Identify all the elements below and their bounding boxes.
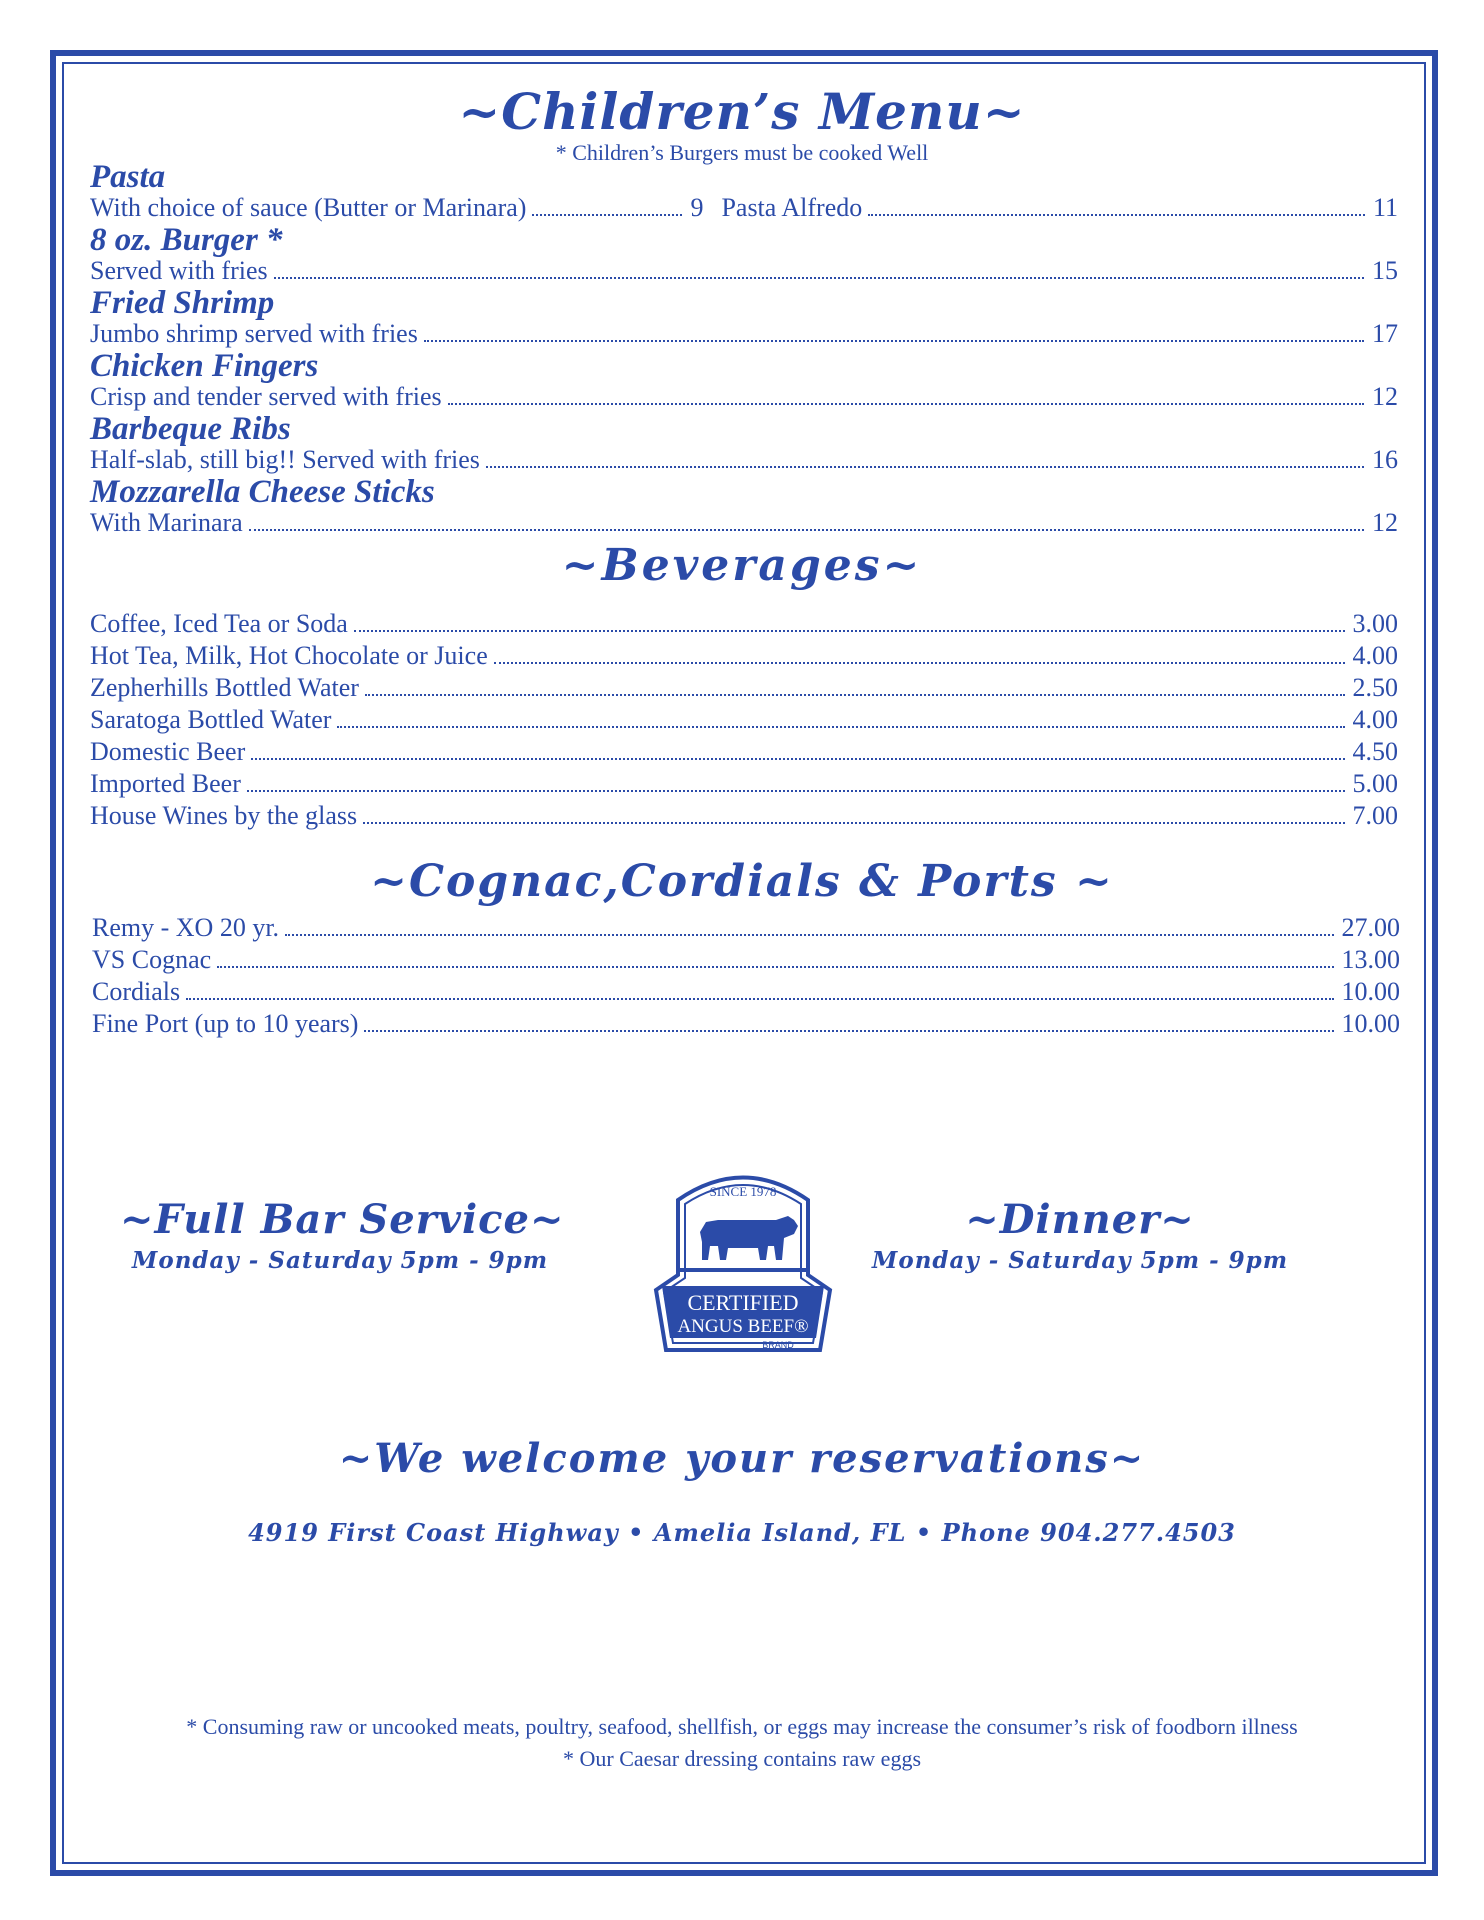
leader-dots <box>364 1030 1333 1032</box>
full-bar-hours: Monday - Saturday 5pm - 9pm <box>131 1247 549 1274</box>
leader-dots <box>448 403 1364 405</box>
beverages-section <box>90 608 1398 832</box>
leader-dots <box>532 214 682 216</box>
cognac-item <box>92 944 1400 976</box>
logo-brand: BRAND <box>762 1340 794 1350</box>
childrens-menu-section <box>90 160 1398 538</box>
leader-dots <box>354 630 1345 632</box>
reservations-title: ~We welcome your reservations~ <box>338 1435 1146 1482</box>
beverage-item <box>90 640 1398 672</box>
item-price: 10.00 <box>1341 977 1400 1006</box>
item-price: 7.00 <box>1352 801 1398 830</box>
item-name: Cordials <box>92 977 181 1006</box>
beverage-item <box>90 768 1398 800</box>
item-price: 4.00 <box>1352 641 1398 670</box>
item-price: 16 <box>1372 445 1398 474</box>
item-desc: Crisp and tender served with fries <box>90 382 442 411</box>
disclaimer-raw-foods: * Consuming raw or uncooked meats, poultry, seafood, shellfish, or eggs may increase the consumer’s risk of foodborn illness <box>186 1714 1298 1739</box>
item-price: 12 <box>1372 382 1398 411</box>
item-name: Imported Beer <box>90 769 241 798</box>
disclaimer-caesar: * Our Caesar dressing contains raw eggs <box>562 1746 921 1771</box>
item-name: Fine Port (up to 10 years) <box>92 1009 359 1038</box>
item-price: 12 <box>1372 508 1398 537</box>
item-name: VS Cognac <box>92 945 212 974</box>
item-desc: Half-slab, still big!! Served with fries <box>90 445 480 474</box>
certified-angus-beef-logo <box>648 1160 838 1360</box>
leader-dots <box>486 466 1364 468</box>
menu-item-mozzarella-sticks <box>90 507 1398 538</box>
menu-item-pasta <box>90 192 1398 223</box>
full-bar-service <box>120 1196 565 1274</box>
menu-item-burger <box>90 255 1398 286</box>
dinner-hours: Monday - Saturday 5pm - 9pm <box>871 1247 1289 1274</box>
leader-dots <box>251 758 1344 760</box>
category-fried-shrimp: Fried Shrimp <box>90 285 275 321</box>
menu-item-barbeque-ribs <box>90 444 1398 475</box>
item-price: 2.50 <box>1352 673 1398 702</box>
item-name: Saratoga Bottled Water <box>90 705 332 734</box>
item-price: 27.00 <box>1341 913 1400 942</box>
item-name: Remy - XO 20 yr. <box>92 913 280 942</box>
cognac-title: ~Cognac,Cordials & Ports ~ <box>370 856 1114 907</box>
item-desc: With choice of sauce (Butter or Marinara) <box>90 193 527 222</box>
address-line: 4919 First Coast Highway • Amelia Island, FL • Phone 904.277.4503 <box>248 1518 1236 1547</box>
leader-dots <box>363 822 1344 824</box>
menu-item-fried-shrimp <box>90 318 1398 349</box>
category-barbeque-ribs: Barbeque Ribs <box>90 411 291 447</box>
item-price: 4.00 <box>1352 705 1398 734</box>
beverage-item <box>90 800 1398 832</box>
beverage-item <box>90 672 1398 704</box>
item-price: 17 <box>1372 319 1398 348</box>
leader-dots <box>365 694 1345 696</box>
item-name: Domestic Beer <box>90 737 246 766</box>
category-chicken-fingers: Chicken Fingers <box>90 348 319 384</box>
item-price: 4.50 <box>1352 737 1398 766</box>
logo-certified: CERTIFIED <box>687 1290 799 1315</box>
leader-dots <box>337 726 1344 728</box>
beverages-title: ~Beverages~ <box>561 540 923 591</box>
angus-logo-graphic <box>648 1160 838 1360</box>
category-pasta: Pasta <box>90 159 166 195</box>
item-price: 5.00 <box>1352 769 1398 798</box>
full-bar-title: ~Full Bar Service~ <box>120 1196 565 1243</box>
item-price: 9 <box>690 193 704 222</box>
leader-dots <box>186 998 1333 1000</box>
cognac-item <box>92 912 1400 944</box>
cognac-item <box>92 1008 1400 1040</box>
item-price: 13.00 <box>1341 945 1400 974</box>
leader-dots <box>274 277 1364 279</box>
menu-item-chicken-fingers <box>90 381 1398 412</box>
item-desc: Served with fries <box>90 256 268 285</box>
beverage-item <box>90 704 1398 736</box>
category-burger: 8 oz. Burger * <box>90 222 283 258</box>
item-name: House Wines by the glass <box>90 801 358 830</box>
cognac-section <box>92 912 1400 1040</box>
dinner-title: ~Dinner~ <box>965 1196 1195 1243</box>
dinner-service <box>860 1196 1300 1274</box>
childrens-menu-title: ~Children’s Menu~ <box>458 82 1026 141</box>
item-price: 10.00 <box>1341 1009 1400 1038</box>
item-name: Coffee, Iced Tea or Soda <box>90 609 348 638</box>
item-desc-alfredo: Pasta Alfredo <box>721 193 863 222</box>
beverage-item <box>90 608 1398 640</box>
item-desc: Jumbo shrimp served with fries <box>90 319 418 348</box>
logo-angus-beef: ANGUS BEEF® <box>677 1316 809 1337</box>
cognac-item <box>92 976 1400 1008</box>
item-price-alfredo: 11 <box>1372 193 1398 222</box>
leader-dots <box>494 662 1345 664</box>
leader-dots <box>249 529 1364 531</box>
logo-since: SINCE 1978 <box>709 1184 777 1199</box>
item-desc: With Marinara <box>90 508 243 537</box>
item-price: 3.00 <box>1352 609 1398 638</box>
category-mozzarella-sticks: Mozzarella Cheese Sticks <box>90 474 435 510</box>
item-name: Zepherhills Bottled Water <box>90 673 359 702</box>
beverage-item <box>90 736 1398 768</box>
leader-dots <box>424 340 1364 342</box>
leader-dots <box>247 790 1345 792</box>
leader-dots <box>868 214 1365 216</box>
leader-dots <box>285 934 1333 936</box>
item-name: Hot Tea, Milk, Hot Chocolate or Juice <box>90 641 488 670</box>
childrens-burger-note: * Children’s Burgers must be cooked Well <box>555 140 929 165</box>
leader-dots <box>217 966 1333 968</box>
item-price: 15 <box>1372 256 1398 285</box>
